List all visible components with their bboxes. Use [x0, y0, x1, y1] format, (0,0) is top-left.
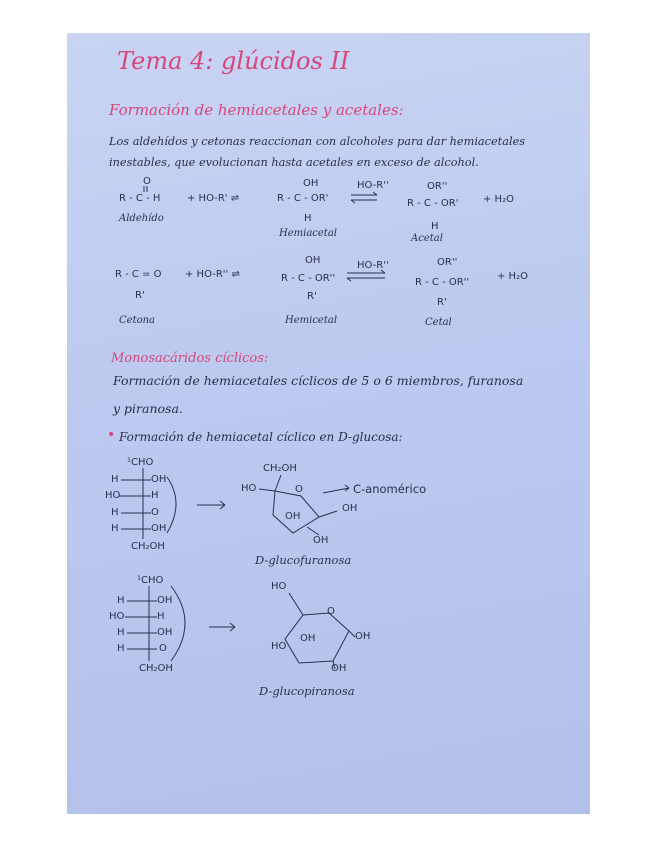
pyranose-oh-c3: OH — [300, 633, 316, 644]
section-heading-hemiacetales: Formación de hemiacetales y acetales: — [109, 101, 404, 119]
ketone-formula: R - C = O — [115, 269, 162, 280]
fischer2-c6: CH₂OH — [139, 663, 173, 674]
aldehyde-carbonyl-o: O — [143, 176, 151, 187]
fischer2-r5-left: H — [117, 643, 125, 654]
hemiacetal-formula: R - C - OR' — [277, 193, 329, 204]
pyranose-oh-c1: OH — [355, 631, 371, 642]
pyranose-ho-c4: HO — [271, 641, 287, 652]
fischer1-r2-right: OH — [151, 474, 167, 485]
ketone-r-group: R' — [135, 290, 145, 301]
fischer1-r2-left: H — [111, 474, 119, 485]
furanose-oh-c3: OH — [285, 511, 301, 522]
furanose-c6: CH₂OH — [263, 463, 297, 474]
hemicetal-top-group: OH — [305, 255, 321, 266]
chemical-structure-drawings — [67, 33, 590, 814]
acetal-formula: R - C - OR' — [407, 198, 459, 209]
cetal-formula: R - C - OR'' — [415, 277, 470, 288]
fischer1-c1: ¹CHO — [127, 457, 154, 468]
hemicetal-formula: R - C - OR'' — [281, 273, 336, 284]
bullet-text: Formación de hemiacetal cíclico en D-glucosa: — [119, 430, 403, 444]
equilibrium-arrow-1 — [351, 192, 377, 203]
hemiacetal-bottom-group: H — [304, 213, 312, 224]
anomeric-carbon-label: C-anomérico — [353, 482, 427, 496]
fischer2-r5-right: O — [159, 643, 167, 654]
furanose-name: D-glucofuranosa — [255, 553, 352, 567]
furanose-oh-c1: OH — [342, 503, 358, 514]
furanose-ring-oxygen: O — [295, 484, 303, 495]
hemicetal-label: Hemicetal — [285, 315, 338, 326]
furanose-ho: HO — [241, 483, 257, 494]
paragraph-line-2: inestables, que evolucionan hasta acetales en exceso de alcohol. — [109, 156, 479, 169]
acetal-label: Acetal — [411, 233, 443, 244]
hemicetal-bottom-group: R' — [307, 291, 317, 302]
aldehyde-label: Aldehído — [119, 213, 164, 224]
aldehyde-alcohol-reagent: + HO-R' ⇌ — [187, 193, 240, 204]
aldehyde-formula: R - C - H — [119, 193, 161, 204]
paragraph-line-1: Los aldehídos y cetonas reaccionan con alcoholes para dar hemiacetales — [109, 135, 526, 148]
fischer1-r4-left: H — [111, 507, 119, 518]
acetal-water-product: + H₂O — [483, 194, 514, 205]
equilibrium-arrow-2 — [347, 270, 385, 281]
page-title: Tema 4: glúcidos II — [117, 47, 350, 75]
fischer2-bracket — [171, 586, 185, 661]
paragraph2-line-1: Formación de hemiacetales cíclicos de 5 o 6 miembros, furanosa — [113, 373, 524, 388]
furanose-ring — [273, 491, 319, 533]
ketone-label: Cetona — [119, 315, 156, 326]
fischer2-r2-right: OH — [157, 595, 173, 606]
fischer2-r3-right: H — [157, 611, 165, 622]
ketone-alcohol-reagent: + HO-R'' ⇌ — [185, 269, 240, 280]
hemiacetal-top-group: OH — [303, 178, 319, 189]
cetal-bottom-group: R' — [437, 297, 447, 308]
fischer2-r4-right: OH — [157, 627, 173, 638]
cetal-top-group: OR'' — [437, 257, 458, 268]
second-alcohol-reagent: HO-R'' — [357, 180, 389, 191]
fischer1-bracket — [167, 477, 176, 533]
section-heading-monosacaridos: Monosacáridos cíclicos: — [111, 351, 269, 366]
hemiacetal-label: Hemiacetal — [279, 228, 337, 239]
fischer1-r3-right: H — [151, 490, 159, 501]
fischer2-c1: ¹CHO — [137, 575, 164, 586]
fischer1-r5-left: H — [111, 523, 119, 534]
paragraph2-line-2: y piranosa. — [113, 401, 183, 416]
second-alcohol-reagent-ketone: HO-R'' — [357, 260, 389, 271]
pyranose-oh-c2: OH — [331, 663, 347, 674]
pyranose-name: D-glucopiranosa — [259, 684, 355, 698]
fischer1-r3-left: HO — [105, 490, 121, 501]
fischer1-r5-right: OH — [151, 523, 167, 534]
fischer1-c6: CH₂OH — [131, 541, 165, 552]
notebook-page — [67, 33, 590, 814]
pyranose-ring-oxygen: O — [327, 606, 335, 617]
fischer1-r4-right: O — [151, 507, 159, 518]
bullet-point-icon: • — [107, 427, 116, 443]
acetal-bottom-group: H — [431, 221, 439, 232]
pyranose-ring — [285, 613, 349, 663]
acetal-top-group: OR'' — [427, 181, 448, 192]
pyranose-ho6: HO — [271, 581, 287, 592]
cetal-label: Cetal — [425, 317, 452, 328]
cetal-water-product: + H₂O — [497, 271, 528, 282]
fischer2-r4-left: H — [117, 627, 125, 638]
fischer2-r2-left: H — [117, 595, 125, 606]
fischer2-r3-left: HO — [109, 611, 125, 622]
furanose-oh-c2: OH — [313, 535, 329, 546]
